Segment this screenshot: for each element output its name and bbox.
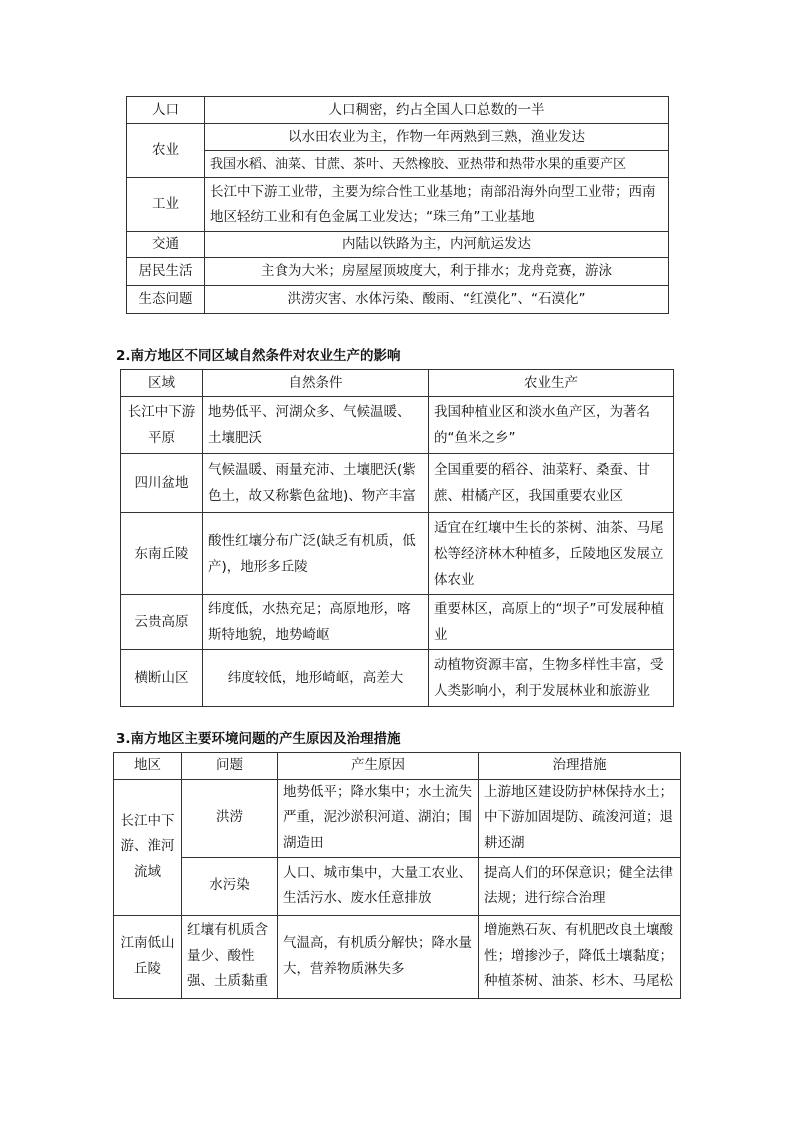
region-agriculture-table bbox=[120, 369, 674, 707]
row-value: 我国水稻、油菜、甘蔗、茶叶、天然橡胶、亚热带和热带水果的重要产区 bbox=[205, 151, 669, 178]
column-header: 农业生产 bbox=[429, 370, 674, 397]
column-header: 治理措施 bbox=[479, 753, 681, 780]
table-row bbox=[121, 397, 674, 454]
table-row bbox=[127, 124, 669, 151]
table-row bbox=[127, 258, 669, 286]
natural-cell: 气候温暖、雨量充沛、土壤肥沃(紫色土，故又称紫色盆地)、物产丰富 bbox=[203, 454, 429, 513]
column-header: 自然条件 bbox=[203, 370, 429, 397]
table-row bbox=[127, 286, 669, 314]
row-label: 交通 bbox=[127, 232, 205, 258]
table-header-row bbox=[114, 753, 681, 780]
measure-cell: 上游地区建设防护林保持水土；中下游加固堤防、疏浚河道；退耕还湖 bbox=[479, 779, 681, 857]
row-label: 生态问题 bbox=[127, 286, 205, 314]
agri-cell: 动植物资源丰富，生物多样性丰富，受人类影响小，利于发展林业和旅游业 bbox=[429, 650, 674, 707]
cause-cell: 人口、城市集中，大量工农业、生活污水、废水任意排放 bbox=[278, 857, 479, 915]
column-header: 地区 bbox=[114, 753, 182, 780]
row-value: 人口稠密，约占全国人口总数的一半 bbox=[205, 97, 669, 124]
region-cell: 东南丘陵 bbox=[121, 513, 203, 595]
agri-cell: 重要林区，高原上的“坝子”可发展种植业 bbox=[429, 595, 674, 650]
problem-cell: 洪涝 bbox=[182, 779, 278, 857]
row-value: 主食为大米；房屋屋顶坡度大，利于排水；龙舟竞赛，游泳 bbox=[205, 258, 669, 286]
environment-problem-table bbox=[113, 752, 681, 999]
table-row bbox=[114, 915, 681, 998]
row-value: 长江中下游工业带，主要为综合性工业基地；南部沿海外向型工业带；西南地区轻纺工业和有色金属工业发达；“珠三角”工业基地 bbox=[205, 178, 669, 232]
section-heading: 3.南方地区主要环境问题的产生原因及治理措施 bbox=[116, 731, 401, 747]
table-row bbox=[121, 513, 674, 595]
region-cell: 横断山区 bbox=[121, 650, 203, 707]
table-row bbox=[121, 595, 674, 650]
natural-cell: 地势低平、河湖众多、气候温暖、土壤肥沃 bbox=[203, 397, 429, 454]
natural-cell: 纬度低，水热充足；高原地形，喀斯特地貌，地势崎岖 bbox=[203, 595, 429, 650]
cause-cell: 气温高，有机质分解快；降水量大，营养物质淋失多 bbox=[278, 915, 479, 998]
column-header: 区域 bbox=[121, 370, 203, 397]
cause-cell: 地势低平；降水集中；水土流失严重，泥沙淤积河道、湖泊；围湖造田 bbox=[278, 779, 479, 857]
region-cell: 江南低山丘陵 bbox=[114, 915, 182, 998]
measure-cell: 增施熟石灰、有机肥改良土壤酸性；增掺沙子，降低土壤黏度；种植茶树、油茶、杉木、马尾松 bbox=[479, 915, 681, 998]
problem-cell: 水污染 bbox=[182, 857, 278, 915]
row-label: 农业 bbox=[127, 124, 205, 178]
table-header-row bbox=[121, 370, 674, 397]
table-row bbox=[114, 779, 681, 857]
column-header: 产生原因 bbox=[278, 753, 479, 780]
table-row bbox=[127, 151, 669, 178]
region-cell: 长江中下游平原 bbox=[121, 397, 203, 454]
column-header: 问题 bbox=[182, 753, 278, 780]
agri-cell: 适宜在红壤中生长的茶树、油茶、马尾松等经济林木种植多，丘陵地区发展立体农业 bbox=[429, 513, 674, 595]
row-label: 居民生活 bbox=[127, 258, 205, 286]
row-label: 工业 bbox=[127, 178, 205, 232]
region-cell: 四川盆地 bbox=[121, 454, 203, 513]
table-row bbox=[114, 857, 681, 915]
row-value: 洪涝灾害、水体污染、酸雨、“红漠化”、“石漠化” bbox=[205, 286, 669, 314]
agri-cell: 全国重要的稻谷、油菜籽、桑蚕、甘蔗、柑橘产区，我国重要农业区 bbox=[429, 454, 674, 513]
table-row bbox=[127, 232, 669, 258]
overview-table bbox=[126, 96, 669, 314]
table-row bbox=[121, 650, 674, 707]
measure-cell: 提高人们的环保意识；健全法律法规；进行综合治理 bbox=[479, 857, 681, 915]
natural-cell: 酸性红壤分布广泛(缺乏有机质，低产)，地形多丘陵 bbox=[203, 513, 429, 595]
table-row bbox=[121, 454, 674, 513]
region-cell: 云贵高原 bbox=[121, 595, 203, 650]
region-cell: 长江中下游、淮河流域 bbox=[114, 779, 182, 915]
agri-cell: 我国种植业区和淡水鱼产区，为著名的“鱼米之乡” bbox=[429, 397, 674, 454]
row-label: 人口 bbox=[127, 97, 205, 124]
problem-cell: 红壤有机质含量少、酸性强、土质黏重 bbox=[182, 915, 278, 998]
row-value: 内陆以铁路为主，内河航运发达 bbox=[205, 232, 669, 258]
table-row bbox=[127, 97, 669, 124]
table-row bbox=[127, 178, 669, 232]
natural-cell: 纬度较低，地形崎岖，高差大 bbox=[203, 650, 429, 707]
row-value: 以水田农业为主，作物一年两熟到三熟，渔业发达 bbox=[205, 124, 669, 151]
section-heading: 2.南方地区不同区域自然条件对农业生产的影响 bbox=[116, 348, 401, 364]
